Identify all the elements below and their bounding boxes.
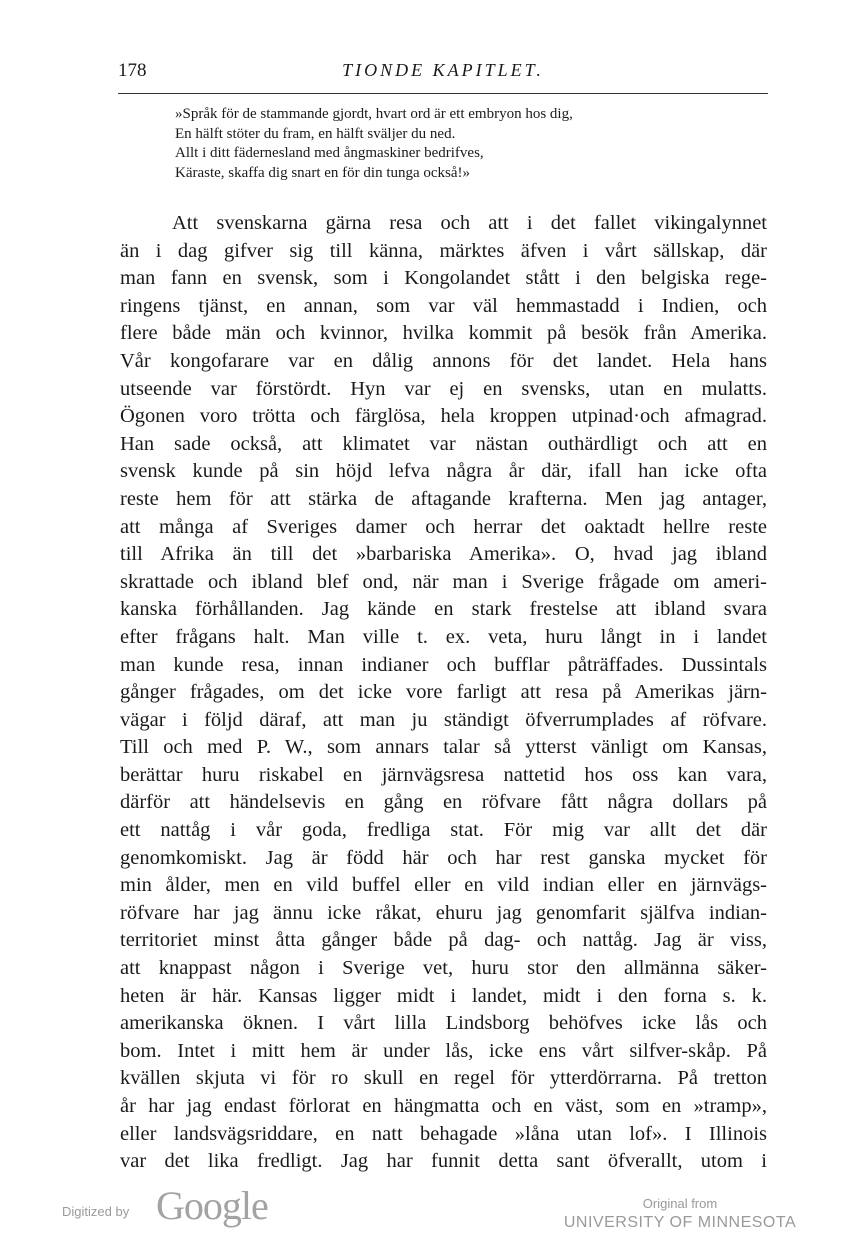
text-line: flere både män och kvinnor, hvilka kommit på besök från Amerika. bbox=[120, 322, 767, 345]
text-line: år har jag endast förlorat en hängmatta och en väst, som en »tramp», bbox=[120, 1095, 767, 1117]
running-title: TIONDE KAPITLET. bbox=[342, 60, 544, 80]
text-line: skrattade och ibland blef ond, när man i Sverige frågade om ameri- bbox=[120, 570, 767, 593]
text-line: svensk kunde på sin höjd lefva några år där, ifall han icke ofta bbox=[120, 460, 767, 483]
text-line: kvällen skjuta vi för ro skull en regel för ytterdörrarna. På tretton bbox=[120, 1067, 767, 1090]
page-number: 178 bbox=[118, 60, 147, 81]
text-line: man fann en svensk, som i Kongolandet stått i den belgiska rege- bbox=[120, 267, 767, 290]
text-line: Till och med P. W., som annars talar så ytterst vänligt om Kansas, bbox=[120, 736, 767, 759]
digitized-by-google-watermark bbox=[62, 1182, 292, 1232]
text-line: utseende var förstördt. Hyn var ej en svensks, utan en mulatts. bbox=[120, 377, 767, 400]
text-line: reste hem för att stärka de aftagande krafterna. Men jag antager, bbox=[120, 487, 767, 510]
text-line: därför att händelsevis en gång en röfvare fått några dollars på bbox=[120, 791, 767, 814]
google-logo: Google bbox=[156, 1183, 268, 1228]
text-line: Ögonen voro trötta och färglösa, hela kroppen utpinad·och afmagrad. bbox=[120, 405, 767, 428]
page-header bbox=[118, 60, 768, 84]
text-line: gånger frågades, om det icke vore farligt att resa på Amerikas järn- bbox=[120, 681, 767, 704]
text-line: än i dag gifver sig till känna, märktes äfven i vårt sällskap, där bbox=[120, 239, 767, 262]
text-line: heten är här. Kansas ligger midt i landet, midt i den forna s. k. bbox=[120, 984, 767, 1007]
text-line: ett nattåg i vår goda, fredliga stat. För mig var allt det där bbox=[120, 819, 767, 842]
university-label: UNIVERSITY OF MINNESOTA bbox=[563, 1214, 797, 1231]
text-line: efter frågans halt. Man ville t. ex. veta, huru långt in i landet bbox=[120, 625, 767, 648]
original-from-label: Original from bbox=[642, 1196, 718, 1211]
poem-line: Allt i ditt fäderneslаnd med ångmaskiner bedrifves, bbox=[175, 145, 484, 162]
text-line: amerikanska öknen. I vårt lilla Lindsborg behöfves icke lås och bbox=[120, 1012, 767, 1035]
text-line: kanska förhållanden. Jag kände en stark frestelse att ibland svara bbox=[120, 598, 767, 621]
text-line: Han sade också, att klimatet var nästan outhärdligt och att en bbox=[120, 432, 767, 455]
digitized-by-label: Digitized by bbox=[62, 1204, 130, 1219]
header-rule bbox=[118, 93, 768, 94]
body-paragraph bbox=[120, 210, 767, 1176]
text-line: bom. Intet i mitt hem är under lås, icke ens vårt silfver-skåp. På bbox=[120, 1039, 767, 1062]
text-line: till Afrika än till det »barbariska Amerika». O, hvad jag ibland bbox=[120, 543, 767, 566]
text-line: var det lika fredligt. Jag har funnit detta sant öfverallt, utom i bbox=[120, 1150, 767, 1173]
text-line: Att svenskarna gärna resa och att i det fallet vikingalynnet bbox=[172, 212, 767, 234]
text-line: berättar huru riskabel en järnvägsresa nattetid hos oss kan vara, bbox=[120, 763, 767, 786]
text-line: man kunde resa, innan indianer och bufflar påträffades. Dussintals bbox=[120, 653, 767, 676]
poem-line: »Språk för de stammande gjordt, hvart ord är ett embryon hos dig, bbox=[175, 106, 573, 122]
text-line: vägar i följd däraf, att man ju ständigt öfverrumplades af röfvare. bbox=[120, 708, 767, 731]
text-line: röfvare har jag ännu icke råkat, ehuru jag genomfarit själfva indian- bbox=[120, 901, 767, 924]
text-line: genomkomiskt. Jag är född här och har rest ganska mycket för bbox=[120, 846, 767, 869]
text-line: att många af Sveriges damer och herrar det oaktadt hellre reste bbox=[120, 515, 767, 538]
text-line: territoriet minst åtta gånger både på dag- och nattåg. Jag är viss, bbox=[120, 929, 767, 952]
text-line: ringens tjänst, en annan, som var väl hemmastadd i Indien, och bbox=[120, 294, 767, 317]
text-line: att knappast någon i Sverige vet, huru stor den allmänna säker- bbox=[120, 957, 767, 980]
text-line: Vår kongofarare var en dålig annons för det landet. Hela hans bbox=[120, 349, 767, 372]
poem-line: En hälft stöter du fram, en hälft sväljer du ned. bbox=[175, 125, 456, 142]
original-from-watermark bbox=[560, 1196, 800, 1234]
text-line: eller landsvägsriddare, en natt behagade »låna utan lof». I Illinois bbox=[120, 1122, 767, 1145]
poem-quote bbox=[175, 105, 735, 183]
text-line: min ålder, men en vild buffel eller en vild indian eller en järnvägs- bbox=[120, 874, 767, 897]
poem-line: Käraste, skaffa dig snart en för din tunga också!» bbox=[175, 164, 471, 181]
